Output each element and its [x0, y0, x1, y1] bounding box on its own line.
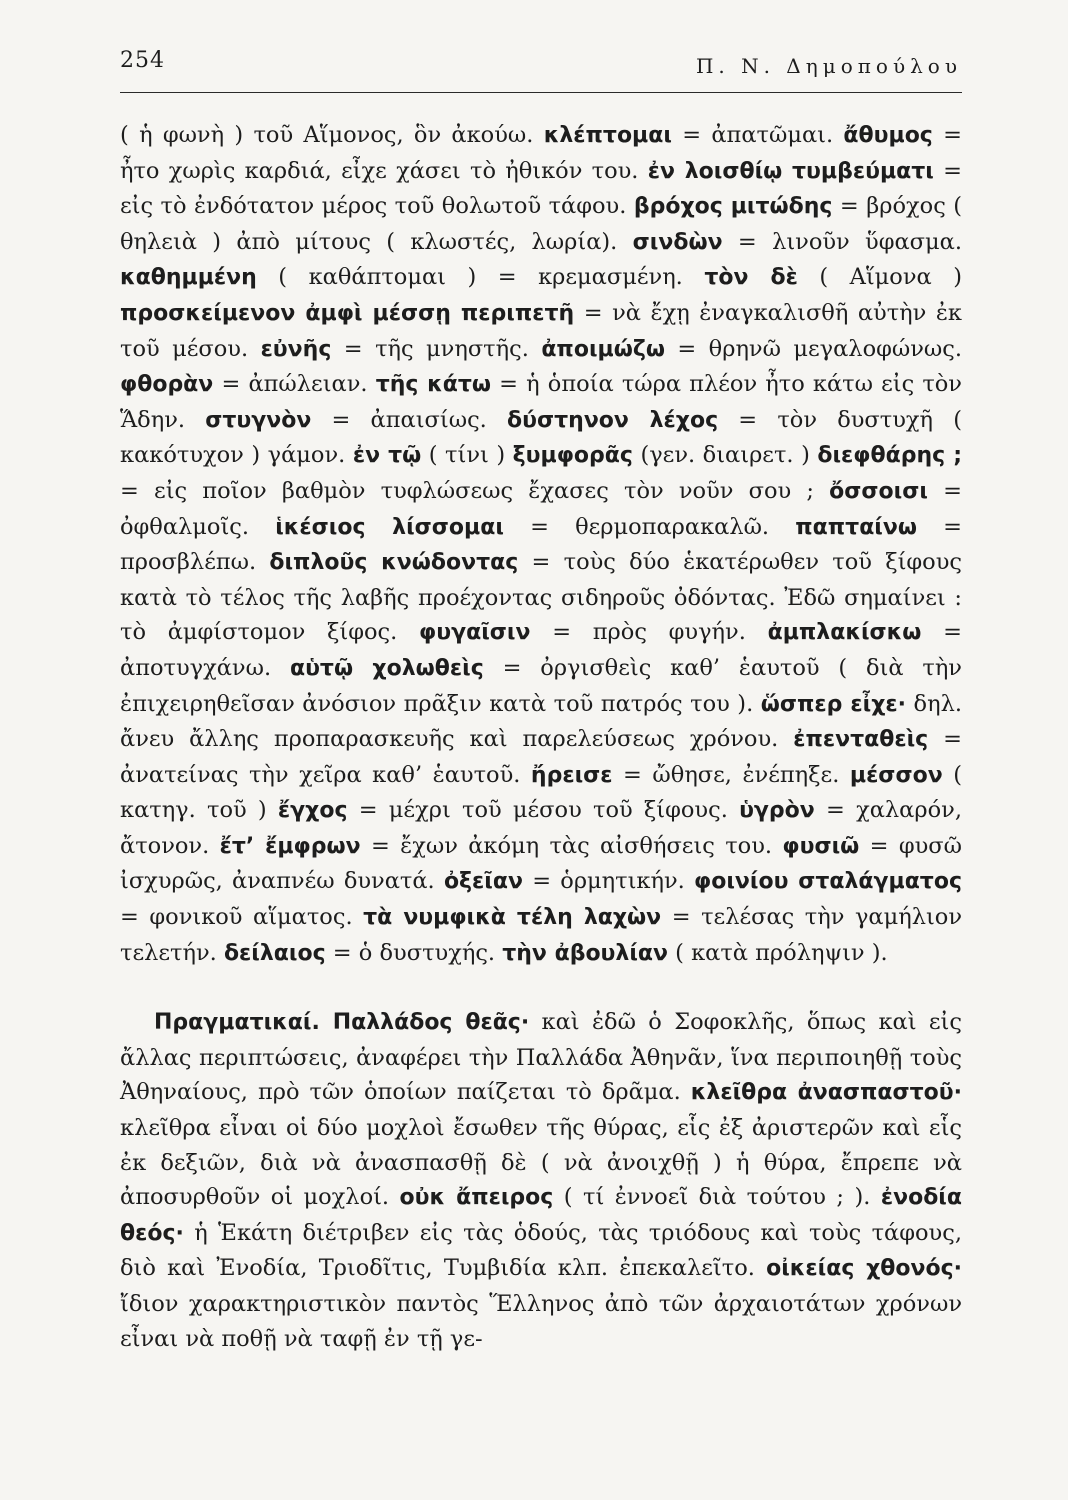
- lemma-term: κλέπτομαι: [543, 123, 672, 148]
- lemma-term: στυγνὸν: [205, 407, 312, 433]
- lemma-term: παπταίνω: [795, 514, 917, 540]
- page-header: [120, 48, 962, 93]
- lemma-term: ἐν λοισθίῳ τυμβεύματι: [647, 158, 934, 184]
- lemma-term: καθημμένη: [120, 265, 257, 291]
- gloss-text: = ἀνατείνας τὴν χεῖρα καθ’ ἑαυτοῦ.: [120, 726, 962, 788]
- gloss-text: ( κατὰ πρόληψιν ).: [668, 939, 888, 966]
- paragraph: [120, 118, 962, 971]
- gloss-text: = ἦτο χωρὶς καρδιά, εἶχε χάσει τὸ ἠθικόν του.: [120, 122, 962, 184]
- gloss-text: = ὀργισθεὶς καθ’ ἑαυτοῦ ( διὰ τὴν ἐπιχειρηθεῖσαν ἀνόσιον πρᾶξιν κατὰ τοῦ πατρός του ).: [120, 654, 962, 717]
- lemma-term: Παλλάδος θεᾶς·: [332, 1010, 530, 1036]
- body-text: [120, 118, 962, 1356]
- gloss-text: = χαλαρόν, ἄτονον.: [120, 797, 962, 859]
- lemma-term: τὴν ἀβουλίαν: [502, 940, 669, 966]
- gloss-text: = πρὸς φυγήν.: [530, 619, 768, 646]
- lemma-term: φθορὰν: [120, 372, 214, 398]
- lemma-term: ἤρεισε: [530, 762, 613, 788]
- lemma-term: διπλοῦς κνώδοντας: [269, 550, 519, 576]
- lemma-term: προσκείμενον ἀμφὶ μέσσῃ περιπετῆ: [120, 300, 575, 326]
- lemma-term: διεφθάρης ;: [817, 443, 963, 469]
- paragraph: [120, 1005, 962, 1356]
- lemma-term: ἐν τῷ: [352, 443, 422, 469]
- gloss-text: = τῆς μνηστῆς.: [331, 335, 542, 362]
- gloss-text: ἴδιον χαρακτηριστικὸν παντὸς Ἕλληνος ἀπὸ τῶν ἀρχαιοτάτων χρόνων εἶναι νὰ ποθῇ νὰ ταφῇ ἐν τῇ γε-: [120, 1291, 962, 1352]
- lemma-term: ἱκέσιος λίσσομαι: [275, 514, 504, 540]
- page-number: 254: [120, 48, 165, 73]
- gloss-text: = ὁ δυστυχής.: [325, 939, 503, 966]
- gloss-text: κλεῖθρα εἶναι οἱ δύο μοχλοὶ ἔσωθεν τῆς θύρας, εἷς ἐξ ἀριστερῶν καὶ εἷς ἐκ δεξιῶν, διὰ νὰ ἀνασπασθῇ δὲ ( νὰ ἀνοιχθῇ ) ἡ θύρα, ἔπρεπε νὰ ἀποσυρθοῦν οἱ μοχλοί.: [120, 1115, 962, 1211]
- lemma-term: ὑγρὸν: [739, 798, 815, 824]
- lemma-term: ἔτ’ ἔμφρων: [219, 833, 361, 859]
- gloss-text: = τελέσας τὴν γαμήλιον τελετήν.: [120, 904, 962, 966]
- gloss-text: ( τί ἐννοεῖ διὰ τούτου ; ).: [553, 1184, 881, 1211]
- lemma-term: εὐνῆς: [260, 336, 332, 362]
- lemma-term: φυσιῶ: [782, 833, 860, 859]
- gloss-text: καὶ ἐδῶ ὁ Σοφοκλῆς, ὅπως καὶ εἰς ἄλλας περιπτώσεις, ἀναφέρει τὴν Παλλάδα Ἀθηνᾶν, ἵνα περιποιηθῇ τοὺς Ἀθηναίους, πρὸ τῶν ὁποίων παίζεται τὸ δρᾶμα.: [120, 1009, 962, 1106]
- lemma-term: κλεῖθρα ἀνασπαστοῦ·: [690, 1080, 963, 1106]
- lemma-term: φοινίου σταλάγματος: [694, 869, 962, 895]
- lemma-term: ξυμφορᾶς: [512, 443, 633, 469]
- lemma-term: τῆς κάτω: [375, 372, 491, 398]
- gloss-text: = εἰς ποῖον βαθμὸν τυφλώσεως ἔχασες τὸν νοῦν σου ;: [120, 477, 830, 504]
- lemma-term: δείλαιος: [223, 940, 326, 966]
- lemma-term: σινδὼν: [632, 229, 723, 255]
- lemma-term: δύστηνον λέχος: [507, 407, 719, 433]
- lemma-term: τὸν δὲ: [704, 265, 798, 291]
- gloss-text: = μέχρι τοῦ μέσου τοῦ ξίφους.: [347, 797, 740, 824]
- lemma-term: οὐκ ἄπειρος: [399, 1185, 554, 1211]
- gloss-text: = εἰς τὸ ἐνδότατον μέρος τοῦ θολωτοῦ τάφου.: [120, 157, 962, 220]
- running-head: Π. Ν. Δημοπούλου: [695, 54, 962, 78]
- lemma-term: αὑτῷ χολωθεὶς: [289, 655, 484, 681]
- lemma-term: Πραγματικαί.: [154, 1010, 333, 1036]
- gloss-text: = τοὺς δύο ἑκατέρωθεν τοῦ ξίφους κατὰ τὸ τέλος τῆς λαβῆς προέχοντας σιδηροῦς ὀδόντας. Ἐδῶ σημαίνει : τὸ ἀμφίστομον ξίφος.: [120, 549, 962, 646]
- lemma-term: ἀμπλακίσκω: [767, 620, 922, 646]
- gloss-text: ( κατηγ. τοῦ ): [120, 761, 962, 824]
- gloss-text: = θερμοπαρακαλῶ.: [503, 513, 796, 540]
- gloss-text: ( τίνι ): [421, 442, 513, 469]
- gloss-text: = ἀποτυγχάνω.: [120, 619, 962, 681]
- gloss-text: = ἀπαισίως.: [311, 406, 508, 433]
- gloss-text: = ἡ ὁποία τώρα πλέον ἦτο κάτω εἰς τὸν Ἅδην.: [120, 371, 962, 433]
- gloss-text: = λινοῦν ὕφασμα.: [722, 228, 962, 255]
- gloss-text: = ὁρμητικήν.: [522, 868, 695, 895]
- gloss-text: = θρηνῶ μεγαλοφώνως.: [664, 335, 962, 362]
- gloss-text: = νὰ ἔχῃ ἐναγκαλισθῆ αὐτὴν ἐκ τοῦ μέσου.: [120, 299, 962, 362]
- gloss-text: = ἀπώλειαν.: [213, 371, 376, 398]
- gloss-text: = βρόχος ( θηλειὰ ) ἀπὸ μίτους ( κλωστές, λωρία).: [120, 193, 963, 255]
- lemma-term: ὥσπερ εἶχε·: [760, 691, 907, 717]
- gloss-text: ( ἡ φωνὴ ) τοῦ Αἵμονος, ὃν ἀκούω.: [120, 122, 544, 148]
- lemma-term: ἐπενταθεὶς: [793, 727, 929, 753]
- gloss-text: = φονικοῦ αἵματος.: [120, 904, 364, 931]
- gloss-text: = φυσῶ ἰσχυρῶς, ἀναπνέω δυνατά.: [120, 832, 962, 895]
- gloss-text: ( Αἵμονα ): [797, 264, 963, 291]
- gloss-text: (γεν. διαιρετ. ): [632, 442, 818, 469]
- lemma-term: οἰκείας χθονός·: [766, 1256, 962, 1282]
- gloss-text: δηλ. ἄνευ ἄλλης προπαρασκευῆς καὶ παρελεύσεως χρόνου.: [120, 690, 962, 753]
- lemma-term: ἔγχος: [277, 798, 348, 824]
- gloss-text: ( καθάπτομαι ) = κρεμασμένη.: [256, 264, 705, 291]
- lemma-term: ἄθυμος: [843, 123, 933, 148]
- gloss-text: = ὤθησε, ἐνέπηξε.: [612, 761, 850, 788]
- gloss-text: = ἔχων ἀκόμη τὰς αἰσθήσεις του.: [360, 832, 783, 859]
- lemma-term: μέσσον: [849, 762, 943, 788]
- lemma-term: ὀξεῖαν: [443, 869, 523, 895]
- gloss-text: = ἀπατῶμαι.: [671, 122, 844, 148]
- lemma-term: ἐνοδία θεός·: [120, 1185, 962, 1246]
- lemma-term: ἀποιμώζω: [541, 336, 665, 362]
- lemma-term: βρόχος μιτώδης: [633, 194, 833, 220]
- gloss-text: ἡ Ἑκάτη διέτριβεν εἰς τὰς ὁδούς, τὰς τριόδους καὶ τοὺς τάφους, διὸ καὶ Ἐνοδία, Τριοδῖτις, Τυμβιδία κλπ. ἐπεκαλεῖτο.: [120, 1219, 962, 1282]
- lemma-term: φυγαῖσιν: [419, 620, 531, 646]
- gloss-text: = ὀφθαλμοῖς.: [120, 477, 962, 540]
- gloss-text: = προσβλέπω.: [120, 513, 962, 576]
- lemma-term: τὰ νυμφικὰ τέλη λαχὼν: [363, 905, 662, 931]
- lemma-term: ὄσσοισι: [829, 478, 928, 504]
- gloss-text: = τὸν δυστυχῆ ( κακότυχον ) γάμον.: [120, 406, 962, 469]
